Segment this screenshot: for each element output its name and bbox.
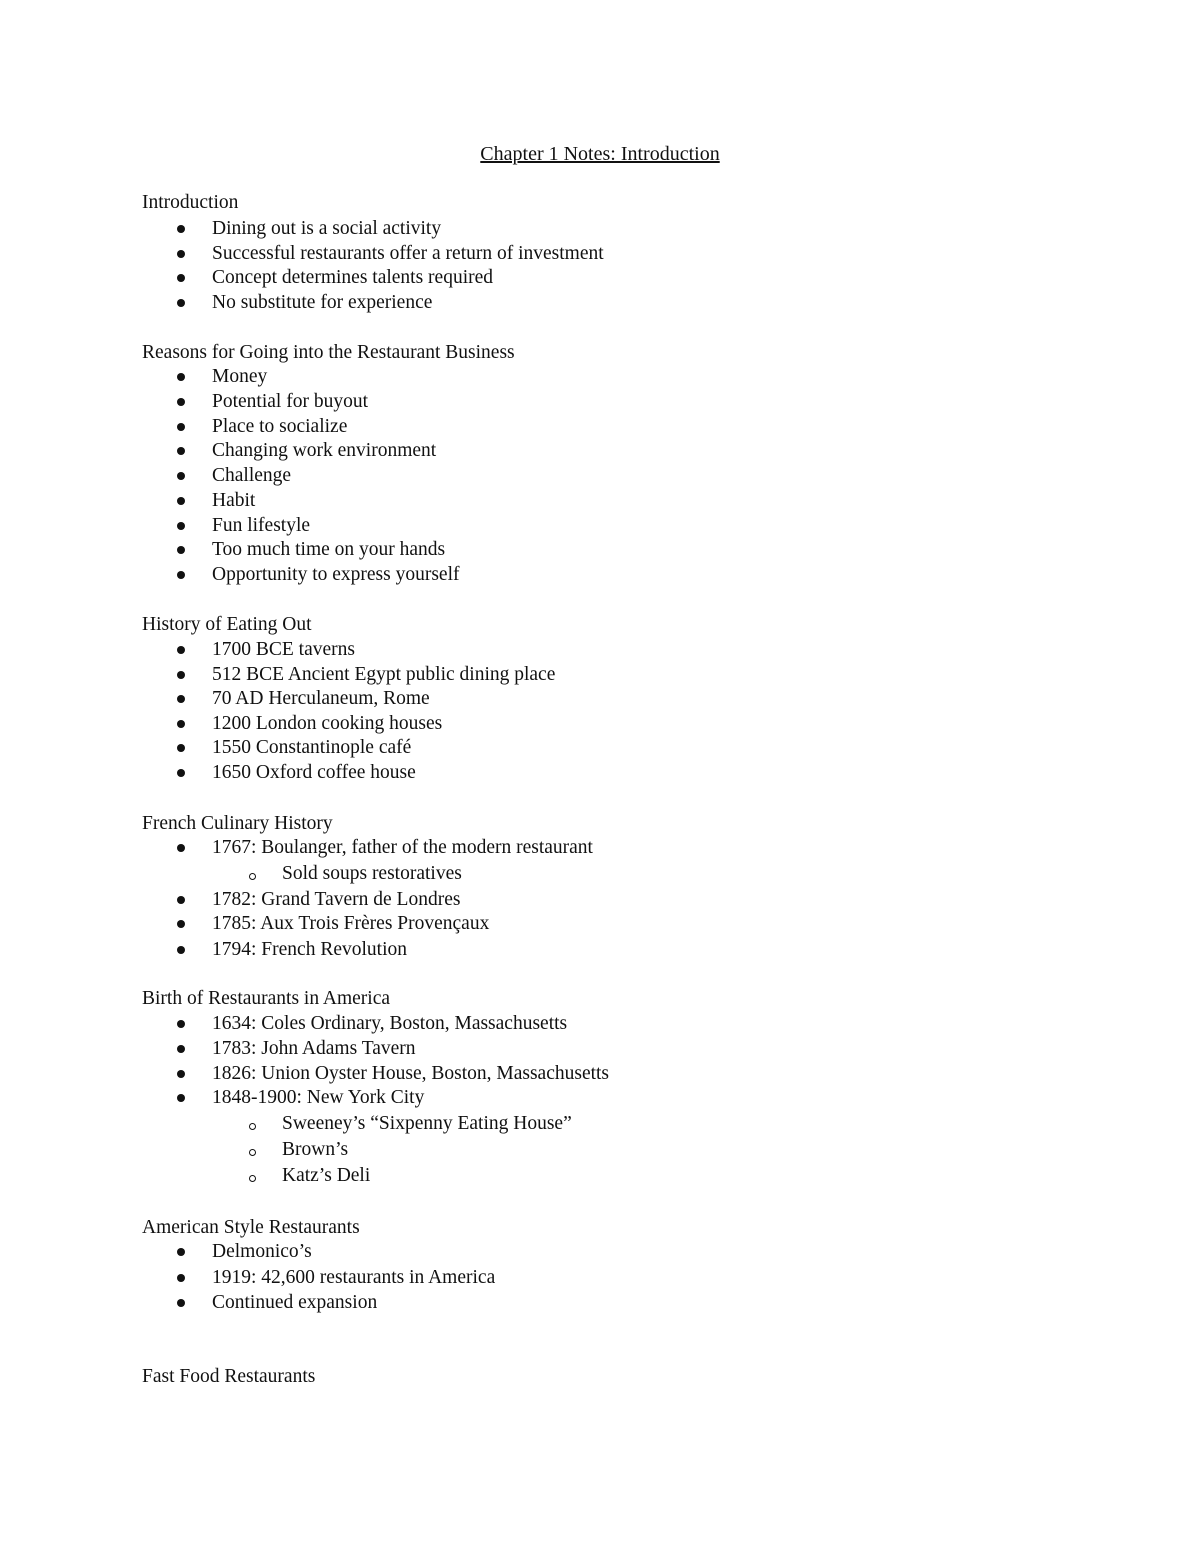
list-item: Money [212, 364, 267, 389]
section-heading: Reasons for Going into the Restaurant Business [142, 342, 515, 363]
section-heading: History of Eating Out [142, 614, 312, 635]
bullet-icon [177, 472, 185, 480]
list-item: Too much time on your hands [212, 537, 445, 562]
circle-bullet-icon [249, 873, 256, 880]
section-heading: Birth of Restaurants in America [142, 988, 391, 1009]
bullet-icon [177, 1094, 185, 1102]
list-item: 1634: Coles Ordinary, Boston, Massachusetts [212, 1011, 567, 1036]
bullet-icon [177, 1070, 185, 1078]
bullet-icon [177, 571, 185, 579]
section-heading: American Style Restaurants [142, 1217, 360, 1238]
bullet-icon [177, 646, 185, 654]
list-item: Challenge [212, 463, 291, 488]
list-item: 1650 Oxford coffee house [212, 760, 416, 785]
bullet-icon [177, 844, 185, 852]
bullet-icon [177, 1299, 185, 1307]
sub-list-item: Brown’s [282, 1137, 348, 1162]
bullet-icon [177, 920, 185, 928]
sub-list-item: Katz’s Deli [282, 1163, 370, 1188]
bullet-icon [177, 250, 185, 258]
list-item: 1919: 42,600 restaurants in America [212, 1265, 495, 1290]
bullet-icon [177, 546, 185, 554]
bullet-icon [177, 695, 185, 703]
bullet-icon [177, 423, 185, 431]
bullet-icon [177, 522, 185, 530]
bullet-icon [177, 1045, 185, 1053]
bullet-icon [177, 497, 185, 505]
section-heading: French Culinary History [142, 813, 333, 834]
list-item: 1782: Grand Tavern de Londres [212, 887, 460, 912]
list-item: 1848-1900: New York City [212, 1085, 424, 1110]
circle-bullet-icon [249, 1175, 256, 1182]
bullet-icon [177, 1274, 185, 1282]
list-item: Fun lifestyle [212, 513, 310, 538]
bullet-icon [177, 225, 185, 233]
list-item: 512 BCE Ancient Egypt public dining place [212, 662, 555, 687]
list-item: Concept determines talents required [212, 265, 493, 290]
bullet-icon [177, 1248, 185, 1256]
list-item: Dining out is a social activity [212, 216, 441, 241]
list-item: 1767: Boulanger, father of the modern restaurant [212, 835, 593, 860]
page-title: Chapter 1 Notes: Introduction [480, 143, 720, 165]
list-item: Potential for buyout [212, 389, 368, 414]
bullet-icon [177, 896, 185, 904]
list-item: Successful restaurants offer a return of investment [212, 241, 604, 266]
bullet-icon [177, 299, 185, 307]
list-item: 1783: John Adams Tavern [212, 1036, 416, 1061]
bullet-icon [177, 671, 185, 679]
bullet-icon [177, 744, 185, 752]
list-item: 1700 BCE taverns [212, 637, 355, 662]
bullet-icon [177, 946, 185, 954]
circle-bullet-icon [249, 1149, 256, 1156]
list-item: 1550 Constantinople café [212, 735, 411, 760]
list-item: Changing work environment [212, 438, 436, 463]
circle-bullet-icon [249, 1123, 256, 1130]
list-item: Place to socialize [212, 414, 347, 439]
sub-list-item: Sweeney’s “Sixpenny Eating House” [282, 1111, 572, 1136]
list-item: Habit [212, 488, 255, 513]
section-heading: Introduction [142, 192, 239, 213]
bullet-icon [177, 274, 185, 282]
list-item: Continued expansion [212, 1290, 377, 1315]
bullet-icon [177, 447, 185, 455]
bullet-icon [177, 720, 185, 728]
list-item: Delmonico’s [212, 1239, 312, 1264]
list-item: 70 AD Herculaneum, Rome [212, 686, 430, 711]
list-item: 1785: Aux Trois Frères Provençaux [212, 911, 489, 936]
bullet-icon [177, 769, 185, 777]
sub-list-item: Sold soups restoratives [282, 861, 462, 886]
list-item: 1826: Union Oyster House, Boston, Massachusetts [212, 1061, 609, 1086]
list-item: 1200 London cooking houses [212, 711, 442, 736]
bullet-icon [177, 373, 185, 381]
bullet-icon [177, 398, 185, 406]
list-item: No substitute for experience [212, 290, 432, 315]
section-heading: Fast Food Restaurants [142, 1366, 316, 1387]
list-item: Opportunity to express yourself [212, 562, 460, 587]
list-item: 1794: French Revolution [212, 937, 407, 962]
bullet-icon [177, 1020, 185, 1028]
